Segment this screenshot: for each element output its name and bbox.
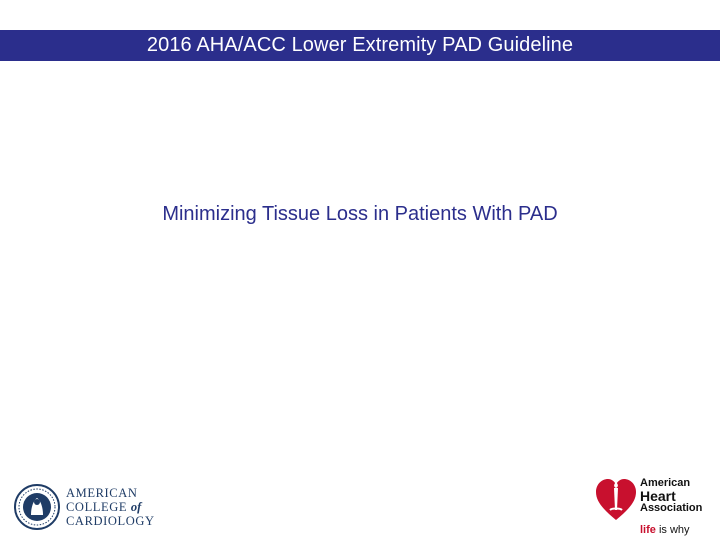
aha-line1: American	[640, 477, 691, 489]
aha-tag-rest: is why	[655, 524, 690, 536]
aha-tagline	[640, 524, 690, 536]
slide-title: Minimizing Tissue Loss in Patients With PAD	[162, 203, 558, 225]
aha-logo	[594, 474, 714, 538]
acc-seal-icon	[14, 484, 60, 530]
aha-tag-life: life	[640, 524, 656, 536]
aha-line2: Heart	[640, 488, 676, 504]
aha-line3: Association	[640, 502, 703, 514]
header-title: 2016 AHA/ACC Lower Extremity PAD Guideline	[146, 34, 574, 56]
acc-line3: CARDIOLOGY	[66, 514, 155, 528]
acc-line1: AMERICAN	[66, 486, 138, 500]
heart-torch-icon	[594, 476, 638, 522]
acc-logo	[14, 484, 155, 530]
acc-of: of	[130, 500, 142, 514]
header-bar	[0, 30, 720, 61]
acc-line2: COLLEGE	[66, 500, 128, 514]
